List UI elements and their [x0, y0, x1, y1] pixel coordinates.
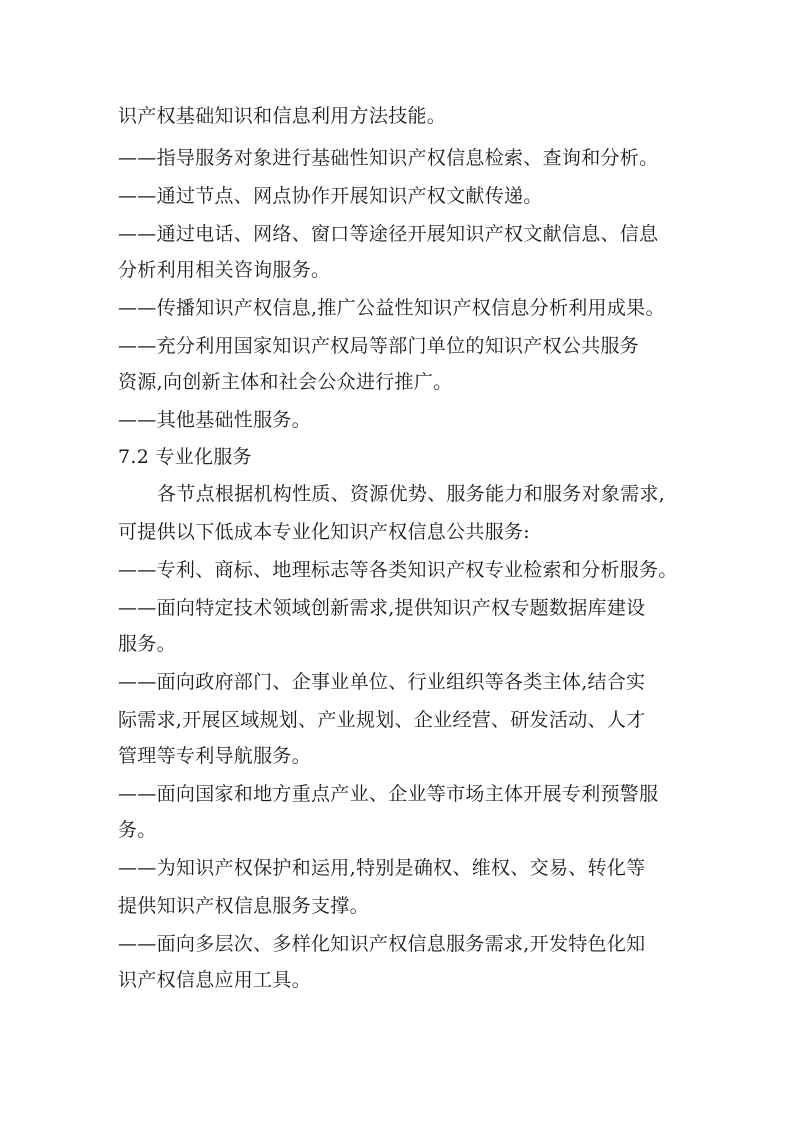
text-line: ——充分利用国家知识产权局等部门单位的知识产权公共服务 — [118, 335, 640, 357]
text-line: 分析利用相关咨询服务。 — [118, 259, 331, 281]
text-line: 资源,向创新主体和社会公众进行推广。 — [118, 371, 453, 393]
text-line: ——面向特定技术领域创新需求,提供知识产权专题数据库建设 — [118, 597, 646, 619]
text-line: ——为知识产权保护和运用,特别是确权、维权、交易、转化等 — [118, 857, 646, 879]
text-line: 管理等专利导航服务。 — [118, 745, 312, 767]
text-line: ——专利、商标、地理标志等各类知识产权专业检索和分析服务。 — [118, 559, 678, 581]
text-line: ——传播知识产权信息,推广公益性知识产权信息分析利用成果。 — [118, 297, 665, 319]
text-line: ——面向政府部门、企事业单位、行业组织等各类主体,结合实 — [118, 671, 646, 693]
text-line: ——通过电话、网络、窗口等途径开展知识产权文献信息、信息 — [118, 223, 659, 245]
text-line: 识产权基础知识和信息利用方法技能。 — [118, 105, 447, 127]
text-line: 际需求,开展区域规划、产业规划、企业经营、研发活动、人才 — [118, 709, 646, 731]
text-line: 务。 — [118, 819, 157, 841]
text-line: ——指导服务对象进行基础性知识产权信息检索、查询和分析。 — [118, 147, 659, 169]
text-line: 各节点根据机构性质、资源优势、服务能力和服务对象需求, — [157, 483, 666, 505]
text-line: ——面向多层次、多样化知识产权信息服务需求,开发特色化知 — [118, 933, 646, 955]
text-line: 服务。 — [118, 633, 176, 655]
text-line: ——其他基础性服务。 — [118, 409, 312, 431]
text-line: ——通过节点、网点协作开展知识产权文献传递。 — [118, 185, 543, 207]
text-line: 提供知识产权信息服务支撑。 — [118, 895, 369, 917]
text-line: 识产权信息应用工具。 — [118, 969, 312, 991]
section-heading: 7.2 专业化服务 — [118, 446, 252, 468]
text-line: 可提供以下低成本专业化知识产权信息公共服务: — [118, 521, 531, 543]
text-line: ——面向国家和地方重点产业、企业等市场主体开展专利预警服 — [118, 783, 659, 805]
